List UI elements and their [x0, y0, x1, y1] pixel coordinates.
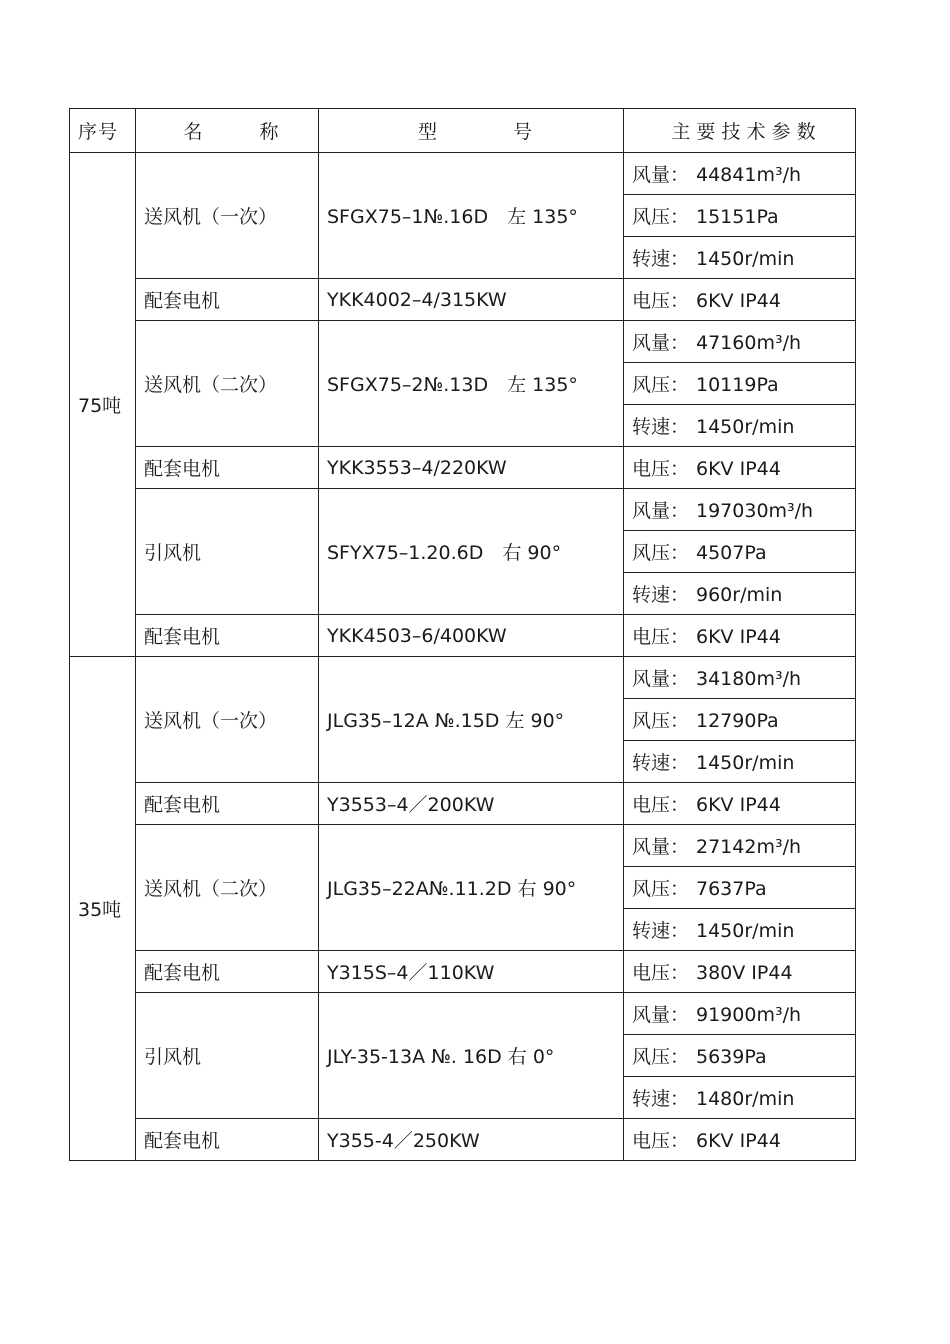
- header-seq: 序号: [70, 109, 136, 153]
- equipment-model: Y315S–4／110KW: [319, 951, 624, 993]
- param-value: 7637Pa: [696, 878, 767, 900]
- equipment-name: 配套电机: [136, 447, 319, 489]
- table-row: [70, 783, 856, 825]
- param-label: 转速：: [632, 1088, 690, 1110]
- param-label: 转速：: [632, 584, 690, 606]
- param-value: 6KV IP44: [696, 794, 781, 816]
- param-cell: [624, 741, 856, 783]
- param-cell: [624, 237, 856, 279]
- param-cell: [624, 993, 856, 1035]
- equipment-model: YKK3553–4/220KW: [319, 447, 624, 489]
- param-value: 91900m³/h: [696, 1004, 802, 1026]
- param-cell: [624, 615, 856, 657]
- header-model: 型 号: [319, 109, 624, 153]
- group-label: 75吨: [70, 153, 136, 657]
- param-cell: [624, 1077, 856, 1119]
- equipment-name: 送风机（一次）: [136, 153, 319, 279]
- param-value: 1450r/min: [696, 416, 795, 438]
- equipment-model: JLG35–12A №.15D 左 90°: [319, 657, 624, 783]
- param-label: 风压：: [632, 206, 690, 228]
- equipment-name: 配套电机: [136, 783, 319, 825]
- table-row: [70, 657, 856, 699]
- table-row: [70, 321, 856, 363]
- param-cell: [624, 195, 856, 237]
- table-row: [70, 447, 856, 489]
- param-value: 1450r/min: [696, 920, 795, 942]
- equipment-model: JLG35–22A№.11.2D 右 90°: [319, 825, 624, 951]
- table-row: [70, 993, 856, 1035]
- param-label: 风量：: [632, 1004, 690, 1026]
- param-value: 6KV IP44: [696, 458, 781, 480]
- param-cell: [624, 405, 856, 447]
- equipment-name: 引风机: [136, 489, 319, 615]
- param-value: 380V IP44: [696, 962, 793, 984]
- table-row: [70, 279, 856, 321]
- table-row: [70, 951, 856, 993]
- equipment-name: 配套电机: [136, 1119, 319, 1161]
- equipment-name: 配套电机: [136, 615, 319, 657]
- param-cell: [624, 153, 856, 195]
- param-cell: [624, 1035, 856, 1077]
- group-label: 35吨: [70, 657, 136, 1161]
- param-cell: [624, 909, 856, 951]
- param-cell: [624, 951, 856, 993]
- table-body: [70, 153, 856, 1161]
- param-label: 电压：: [632, 794, 690, 816]
- equipment-name: 配套电机: [136, 951, 319, 993]
- param-label: 风压：: [632, 374, 690, 396]
- param-value: 10119Pa: [696, 374, 779, 396]
- param-label: 转速：: [632, 920, 690, 942]
- equipment-name: 引风机: [136, 993, 319, 1119]
- param-label: 风压：: [632, 542, 690, 564]
- equipment-model: Y3553–4／200KW: [319, 783, 624, 825]
- param-label: 电压：: [632, 290, 690, 312]
- param-cell: [624, 699, 856, 741]
- param-label: 电压：: [632, 1130, 690, 1152]
- param-label: 风压：: [632, 1046, 690, 1068]
- table-row: [70, 1119, 856, 1161]
- param-label: 电压：: [632, 626, 690, 648]
- param-value: 960r/min: [696, 584, 783, 606]
- param-label: 电压：: [632, 458, 690, 480]
- equipment-model: YKK4503–6/400KW: [319, 615, 624, 657]
- param-value: 27142m³/h: [696, 836, 802, 858]
- equipment-model: SFGX75–1№.16D 左 135°: [319, 153, 624, 279]
- param-value: 12790Pa: [696, 710, 779, 732]
- param-value: 6KV IP44: [696, 626, 781, 648]
- param-cell: [624, 825, 856, 867]
- param-value: 1480r/min: [696, 1088, 795, 1110]
- param-value: 197030m³/h: [696, 500, 814, 522]
- param-cell: [624, 573, 856, 615]
- param-label: 风量：: [632, 836, 690, 858]
- equipment-model: YKK4002–4/315KW: [319, 279, 624, 321]
- param-label: 风量：: [632, 332, 690, 354]
- equipment-model: SFGX75–2№.13D 左 135°: [319, 321, 624, 447]
- table-row: [70, 615, 856, 657]
- param-cell: [624, 867, 856, 909]
- param-value: 6KV IP44: [696, 1130, 781, 1152]
- param-label: 转速：: [632, 752, 690, 774]
- param-label: 风量：: [632, 500, 690, 522]
- table-row: [70, 489, 856, 531]
- param-label: 转速：: [632, 248, 690, 270]
- param-value: 34180m³/h: [696, 668, 802, 690]
- param-cell: [624, 363, 856, 405]
- equipment-name: 配套电机: [136, 279, 319, 321]
- param-value: 47160m³/h: [696, 332, 802, 354]
- param-cell: [624, 783, 856, 825]
- header-row: [70, 109, 856, 153]
- param-label: 风压：: [632, 710, 690, 732]
- param-cell: [624, 1119, 856, 1161]
- param-cell: [624, 657, 856, 699]
- table-row: [70, 825, 856, 867]
- param-value: 5639Pa: [696, 1046, 767, 1068]
- param-value: 1450r/min: [696, 752, 795, 774]
- equipment-model: SFYX75–1.20.6D 右 90°: [319, 489, 624, 615]
- param-label: 风量：: [632, 164, 690, 186]
- param-label: 电压：: [632, 962, 690, 984]
- equipment-model: JLY-35-13A №. 16D 右 0°: [319, 993, 624, 1119]
- param-value: 15151Pa: [696, 206, 779, 228]
- param-value: 44841m³/h: [696, 164, 802, 186]
- param-cell: [624, 447, 856, 489]
- param-value: 6KV IP44: [696, 290, 781, 312]
- equipment-name: 送风机（二次）: [136, 825, 319, 951]
- header-params: 主 要 技 术 参 数: [624, 109, 856, 153]
- param-label: 转速：: [632, 416, 690, 438]
- param-label: 风压：: [632, 878, 690, 900]
- param-value: 4507Pa: [696, 542, 767, 564]
- equipment-name: 送风机（一次）: [136, 657, 319, 783]
- equipment-name: 送风机（二次）: [136, 321, 319, 447]
- param-value: 1450r/min: [696, 248, 795, 270]
- param-cell: [624, 321, 856, 363]
- param-cell: [624, 279, 856, 321]
- table-row: [70, 153, 856, 195]
- param-cell: [624, 489, 856, 531]
- param-label: 风量：: [632, 668, 690, 690]
- header-name: 名 称: [136, 109, 319, 153]
- param-cell: [624, 531, 856, 573]
- equipment-model: Y355-4／250KW: [319, 1119, 624, 1161]
- equipment-spec-table: [69, 108, 856, 1161]
